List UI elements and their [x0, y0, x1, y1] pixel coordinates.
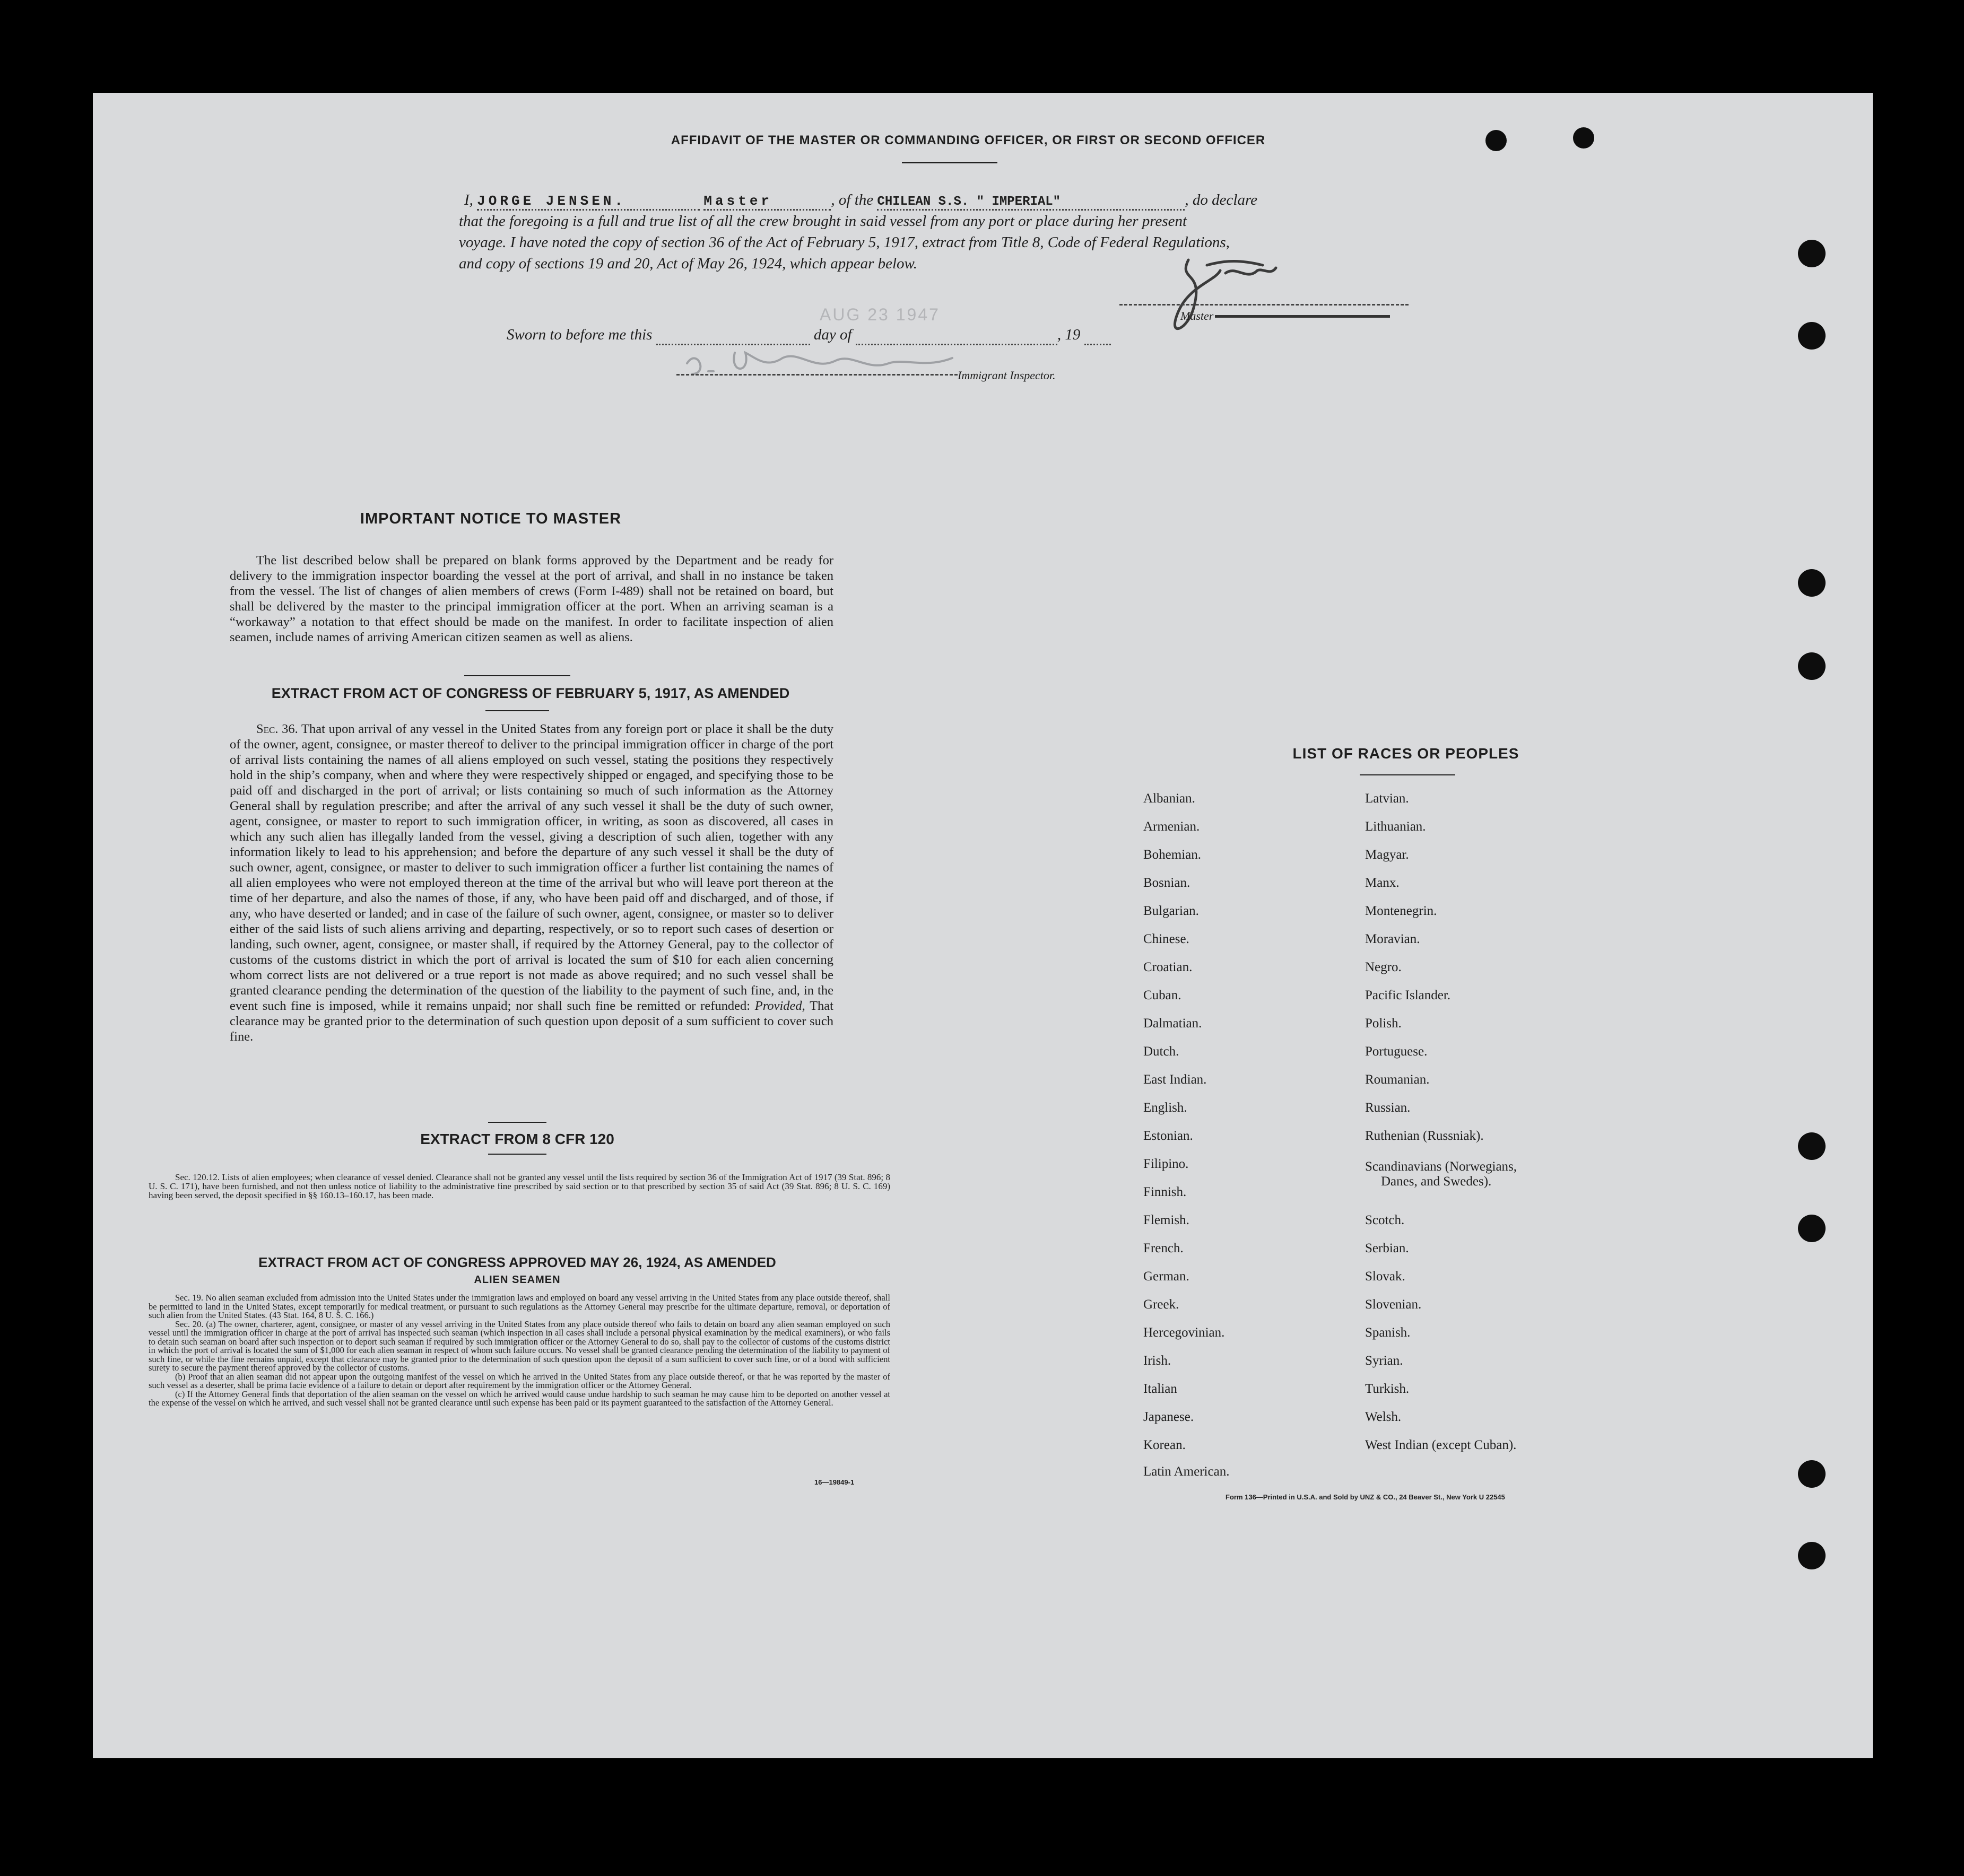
race-item: Turkish.: [1365, 1382, 1410, 1396]
race-item: Estonian.: [1143, 1129, 1193, 1143]
sworn-prefix: Sworn to before me this: [507, 326, 653, 343]
punch-hole: [1798, 322, 1826, 350]
proviso-body: That clearance may be granted prior to the determination of such question upon deposit of a sum sufficient to cover such fine.: [230, 999, 833, 1044]
affidavit-heading: AFFIDAVIT OF THE MASTER OR COMMANDING OFFICER, OR FIRST OR SECOND OFFICER: [671, 133, 1266, 147]
punch-hole: [1485, 130, 1507, 151]
race-item: Negro.: [1365, 960, 1402, 974]
affidavit-lead: I,: [464, 191, 473, 208]
race-item: French.: [1143, 1241, 1184, 1255]
notice-title: IMPORTANT NOTICE TO MASTER: [360, 510, 622, 527]
master-caption: Master: [1180, 309, 1214, 322]
punch-hole: [1798, 569, 1826, 597]
section-36-text: [230, 721, 833, 1044]
race-item: Japanese.: [1143, 1410, 1194, 1424]
race-item: Chinese.: [1143, 932, 1189, 946]
race-item: Korean.: [1143, 1438, 1186, 1452]
race-item: Polish.: [1365, 1016, 1402, 1031]
inspector-caption: Immigrant Inspector.: [958, 369, 1056, 382]
races-rule: [1360, 774, 1455, 775]
race-item: Portuguese.: [1365, 1044, 1428, 1059]
race-item: Latin American.: [1143, 1464, 1230, 1479]
alien-seamen-subtitle: ALIEN SEAMEN: [474, 1274, 561, 1286]
section-36-label: Sec. 36.: [256, 722, 298, 736]
punch-hole: [1798, 652, 1826, 680]
race-item: Manx.: [1365, 876, 1400, 890]
race-item: Bohemian.: [1143, 848, 1202, 862]
race-item: Scotch.: [1365, 1213, 1405, 1227]
race-item: Slovak.: [1365, 1269, 1405, 1284]
inspector-signature-line: [676, 374, 958, 376]
of-the-label: , of the: [831, 191, 874, 208]
extract-1917-title: EXTRACT FROM ACT OF CONGRESS OF FEBRUARY 5, 1917, AS AMENDED: [271, 685, 790, 701]
race-item: Pacific Islander.: [1365, 988, 1451, 1002]
race-item: Bulgarian.: [1143, 904, 1199, 918]
notice-body: The list described below shall be prepared on blank forms approved by the Department and be ready for delivery to the immigration inspector boarding the vessel at the port of arrival, and shall in no instance be taken from the vessel. The list of changes of alien members of crews (Form I-489) shall not be retained on board, but shall be delivered by the master to the principal immigration officer at the port. When an arriving seaman is a “workaway” a notation to that effect should be made on the manifest. In order to facilitate inspection of alien seamen, include names of arriving American citizen seamen as well as aliens.: [230, 553, 833, 644]
year-prefix: , 19: [1057, 326, 1081, 343]
race-item: Russian.: [1365, 1101, 1411, 1115]
form-footer: Form 136—Printed in U.S.A. and Sold by UNZ & CO., 24 Beaver St., New York U 22545: [1226, 1493, 1505, 1501]
race-item: Roumanian.: [1365, 1072, 1430, 1087]
section-19-text: Sec. 19. No alien seaman excluded from admission into the United States under the immigration laws and employed on board any vessel arriving in the United States from any place outside thereof, shall be permitted to land in the United States, except temporarily for medical treatment, or pursuant to such regulations as the Attorney General may prescribe for the ultimate departure, removal, or deportation of such alien from the United States. (43 Stat. 164, 8 U. S. C. 166.): [149, 1293, 890, 1320]
race-item: Magyar.: [1365, 848, 1409, 862]
punch-hole: [1798, 1542, 1826, 1569]
race-item: East Indian.: [1143, 1072, 1207, 1087]
master-signature-line: [1119, 304, 1409, 306]
punch-hole: [1573, 127, 1594, 149]
race-item: Scandinavians (Norwegians,: [1365, 1159, 1517, 1174]
day-of-label: day of: [813, 326, 852, 343]
cfr-title: EXTRACT FROM 8 CFR 120: [420, 1131, 614, 1147]
punch-hole: [1798, 1215, 1826, 1242]
race-item: Finnish.: [1143, 1185, 1187, 1199]
race-item: Syrian.: [1365, 1354, 1403, 1368]
race-item: Cuban.: [1143, 988, 1181, 1002]
affidavit-line-3: voyage. I have noted the copy of section 36 of the Act of February 5, 1917, extract from Title 8, Code of Federal Regulations,: [459, 234, 1230, 251]
race-item: Albanian.: [1143, 791, 1195, 806]
race-item: Montenegrin.: [1365, 904, 1437, 918]
date-stamp: AUG 23 1947: [820, 305, 940, 324]
race-item: Filipino.: [1143, 1157, 1189, 1171]
race-item: Flemish.: [1143, 1213, 1189, 1227]
affidavit-line-1: [464, 191, 1621, 211]
punch-hole: [1798, 1460, 1826, 1488]
races-title: LIST OF RACES OR PEOPLES: [1292, 745, 1519, 762]
race-item: Armenian.: [1143, 819, 1200, 834]
rank-field: Master: [703, 193, 831, 211]
affidavit-line-2: that the foregoing is a full and true list of all the crew brought in said vessel from any port or place during her present: [459, 213, 1187, 230]
section-36-rule: [488, 1122, 546, 1123]
section-36-body: That upon arrival of any vessel in the United States from any foreign port or place it shall be the duty of the owner, agent, consignee, or master thereof to deliver to the principal immigration officer in charge of the port of arrival lists containing the names of all aliens employed on such vessel, stating the positions they respectively hold in the ship’s company, when and where they were respectively shipped or engaged, and specifying those to be paid off and discharged in the port of arrival; or lists containing so much of such information as the Attorney General shall by regulation prescribe; and after the arrival of any such vessel it shall be the duty of such owner, agent, consignee, or master to report to such immigration officer, in writing, as soon as discovered, all cases in which any such alien has illegally landed from the vessel, giving a description of such alien, together with any information likely to lead to his apprehension; and before the departure of any such vessel it shall be the duty of such owner, agent, consignee, or master to deliver to such immigration officer a further list containing the names of all alien employees who were not employed thereon at the time of the arrival but who will leave port thereon at the time of her departure, and also the names of those, if any, who have been paid off and discharged, and of those, if any, who have deserted or landed; and in case of the failure of such owner, agent, consignee, or master so to deliver either of the said lists of such aliens arriving and departing, respectively, or so to report such cases of desertion or landing, such owner, agent, consignee, or master shall, if required by the Attorney General, pay to the collector of customs of the customs district in which the port of arrival is located the sum of $10 for each alien concerning whom correct lists are not delivered or a true report is not made as above required; and no such vessel shall be granted clearance pending the determination of the question of the liability to the payment of such fine, and, in the event such fine is imposed, while it remains unpaid; nor shall such fine be remitted or refunded:: [230, 722, 833, 1013]
race-item: Lithuanian.: [1365, 819, 1426, 834]
sworn-year-field: [1084, 326, 1111, 345]
race-item: West Indian (except Cuban).: [1365, 1438, 1517, 1452]
extract-1924-body: [149, 1294, 890, 1408]
race-item: Dutch.: [1143, 1044, 1179, 1059]
race-item: Slovenian.: [1365, 1297, 1422, 1312]
race-item: Dalmatian.: [1143, 1016, 1202, 1031]
vessel-field: CHILEAN S.S. " IMPERIAL": [877, 195, 1185, 211]
race-item: Bosnian.: [1143, 876, 1190, 890]
extract-1917-rule: [485, 710, 549, 711]
struck-out-titles: [1215, 315, 1390, 318]
section-20c-text: (c) If the Attorney General finds that deportation of the alien seaman on the vessel on which he arrived would cause undue hardship to such seaman he may cause him to be deported on another vessel at the expense of the vessel on which he arrived, and such vessel shall not be granted clearance until such expense has been paid or its payment guaranteed to the satisfaction of the Attorney General.: [149, 1389, 890, 1408]
section-20b-text: (b) Proof that an alien seaman did not appear upon the outgoing manifest of the vessel on which he arrived in the United States from any place outside thereof, or that he was reported by the master of such vessel as a deserter, shall be prima facie evidence of a failure to detain or deport after requirement by the immigration officer or the Attorney General.: [149, 1371, 890, 1390]
section-20a-text: Sec. 20. (a) The owner, charterer, agent, consignee, or master of any vessel arriving in the United States from any place outside thereof who fails to detain on board any alien seaman employed on such vessel until the immigration officer in charge at the port of arrival has inspected such seaman (which inspection in all cases shall include a personal physical examination by the medical examiners), or who fails to detain such seaman on board after such inspection or to deport such seaman if required by such immigration officer or the Attorney General to do so, shall pay to the collector of customs of the customs district in which the port of arrival is located the sum of $1,000 for each alien seaman in respect of whom such failure occurs. No vessel shall be granted clearance pending the determination of the liability to payment of such fine, or while the fine remains unpaid, except that clearance may be granted prior to the determination of such question upon the deposit of a sum sufficient to cover such fine, or of a bond with sufficient surety to secure the payment thereof approved by the collector of customs.: [149, 1319, 890, 1373]
race-item: Hercegovinian.: [1143, 1325, 1225, 1340]
inspector-signature: [676, 342, 995, 385]
race-item: English.: [1143, 1101, 1187, 1115]
race-item: Ruthenian (Russniak).: [1365, 1129, 1484, 1143]
race-item: Serbian.: [1365, 1241, 1409, 1255]
race-item: Moravian.: [1365, 932, 1420, 946]
heading-rule: [902, 162, 997, 163]
race-item: Croatian.: [1143, 960, 1193, 974]
master-name-field: JORGE JENSEN.: [477, 193, 700, 211]
cfr-rule: [488, 1154, 546, 1155]
race-item: Welsh.: [1365, 1410, 1402, 1424]
proviso-label: Provided,: [754, 999, 805, 1013]
race-item: Latvian.: [1365, 791, 1409, 806]
notice-rule: [464, 675, 570, 676]
race-item: Spanish.: [1365, 1325, 1411, 1340]
extract-1924-title: EXTRACT FROM ACT OF CONGRESS APPROVED MAY 26, 1924, AS AMENDED: [258, 1254, 776, 1270]
race-item: Italian: [1143, 1382, 1177, 1396]
race-item: Greek.: [1143, 1297, 1179, 1312]
cfr-body: Sec. 120.12. Lists of alien employees; when clearance of vessel denied. Clearance shall not be granted any vessel until the lists required by section 36 of the Immigration Act of 1917 (39 Stat. 896; 8 U. S. C. 171), have been furnished, and not then unless notice of liability to the administrative fine prescribed by said section or to that prescribed by section 35 of said Act (39 Stat. 896; 8 U. S. C. 169) having been served, the deposit specified in §§ 160.13–160.17, has been made.: [149, 1172, 890, 1200]
document-page: [93, 93, 1873, 1758]
race-item: Irish.: [1143, 1354, 1171, 1368]
do-declare-label: , do declare: [1185, 191, 1258, 208]
affidavit-line-4: and copy of sections 19 and 20, Act of May 26, 1924, which appear below.: [459, 255, 917, 272]
punch-hole: [1798, 240, 1826, 267]
race-item-continuation: Danes, and Swedes).: [1381, 1174, 1492, 1189]
print-code: 16—19849-1: [814, 1478, 855, 1486]
race-item: German.: [1143, 1269, 1189, 1284]
punch-hole: [1798, 1132, 1826, 1160]
